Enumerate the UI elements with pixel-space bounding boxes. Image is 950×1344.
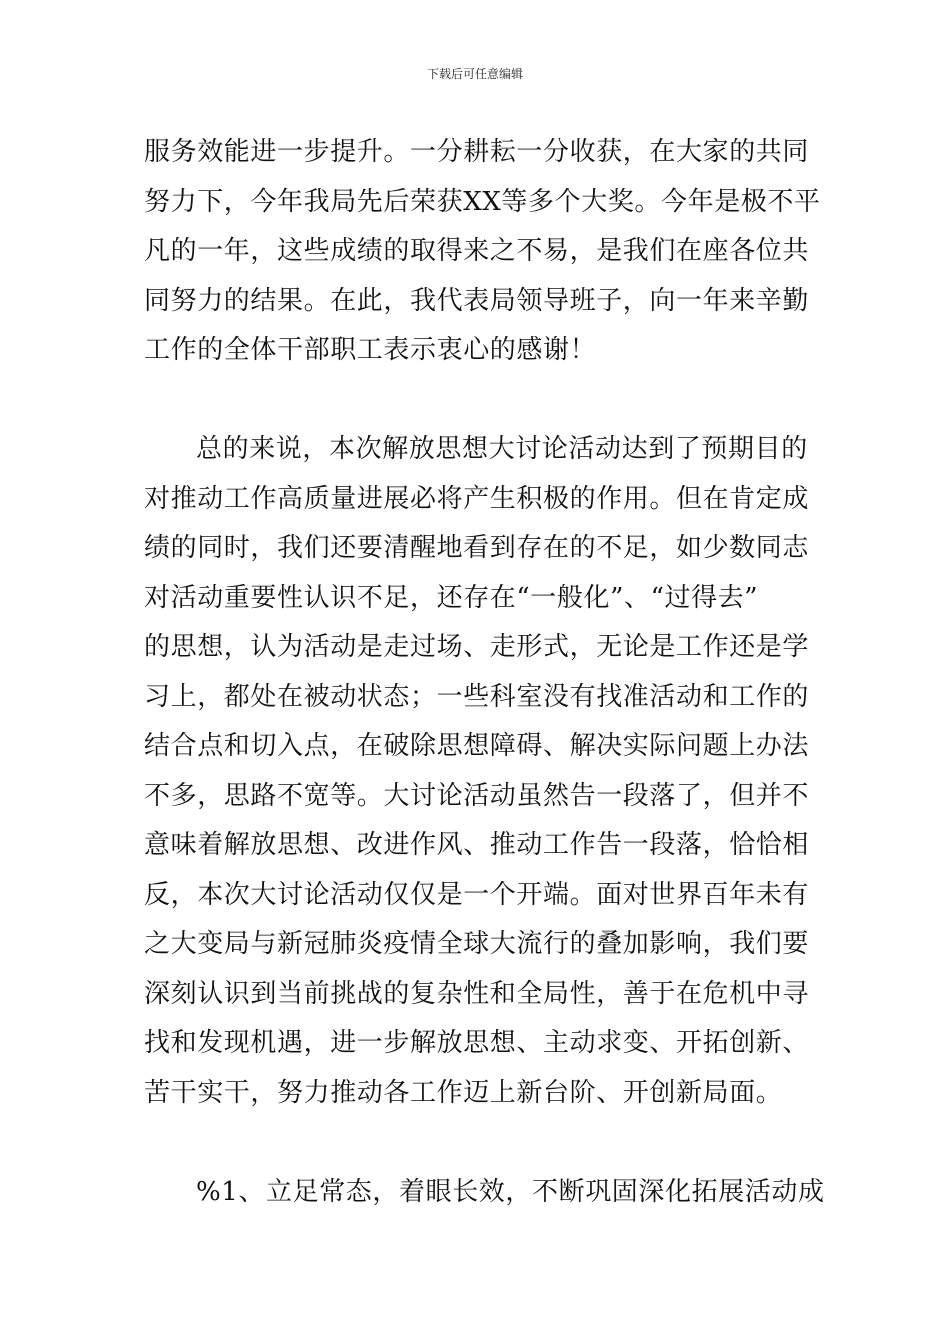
page-header-note: 下载后可任意编辑	[426, 67, 523, 81]
paragraph-1-line: 凡的一年，这些成绩的取得来之不易，是我们在座各位共	[144, 236, 810, 266]
paragraph-2	[144, 425, 808, 1118]
paragraph-2-line: 对活动重要性认识不足，还存在“一般化”、“过得去”	[144, 582, 759, 613]
paragraph-1-line: 同努力的结果。在此，我代表局领导班子，向一年来辛勤	[144, 285, 810, 316]
numbered-item-1	[144, 1168, 825, 1218]
paragraph-2-line: 意味着解放思想、改进作风、推动工作告一段落，恰恰相	[144, 830, 810, 860]
paragraph-2-line: 找和发现机遇，进一步解放思想、主动求变、开拓创新、	[144, 1028, 810, 1058]
paragraph-1-line: 服务效能进一步提升。一分耕耘一分收获，在大家的共同	[144, 137, 810, 167]
paragraph-2-line: 习上，都处在被动状态；一些科室没有找准活动和工作的	[144, 681, 810, 712]
paragraph-2-line: 对推动工作高质量进展必将产生积极的作用。但在肯定成	[144, 483, 810, 514]
paragraph-2-line: 绩的同时，我们还要清醒地看到存在的不足，如少数同志	[144, 533, 810, 563]
paragraph-2-line: 深刻认识到当前挑战的复杂性和全局性，善于在危机中寻	[144, 978, 810, 1009]
paragraph-2-line: 的思想，认为活动是走过场、走形式，无论是工作还是学	[144, 632, 810, 662]
paragraph-1	[144, 128, 821, 376]
paragraph-spacer	[144, 1118, 808, 1168]
paragraph-2-line: 结合点和切入点，在破除思想障碍、解决实际问题上办法	[144, 731, 810, 761]
paragraph-spacer	[144, 376, 808, 426]
paragraph-2-line: 反，本次大讨论活动仅仅是一个开端。面对世界百年未有	[144, 879, 810, 910]
paragraph-2-line: 不多，思路不宽等。大讨论活动虽然告一段落了，但并不	[144, 780, 810, 811]
document-body	[144, 128, 825, 1217]
paragraph-2-line: 苦干实干，努力推动各工作迈上新台阶、开创新局面。	[144, 1077, 783, 1108]
paragraph-2-line: 总的来说，本次解放思想大讨论活动达到了预期目的	[196, 434, 808, 464]
paragraph-1-line: 工作的全体干部职工表示衷心的感谢！	[144, 335, 597, 365]
numbered-item-label: %1、	[196, 1176, 266, 1207]
paragraph-2-line: 之大变局与新冠肺炎疫情全球大流行的叠加影响，我们要	[144, 929, 810, 959]
numbered-item-text: 立足常态，着眼长效，不断巩固深化拓展活动成	[266, 1176, 825, 1207]
paragraph-1-line: 努力下，今年我局先后荣获XX等多个大奖。今年是极不平	[144, 186, 821, 217]
